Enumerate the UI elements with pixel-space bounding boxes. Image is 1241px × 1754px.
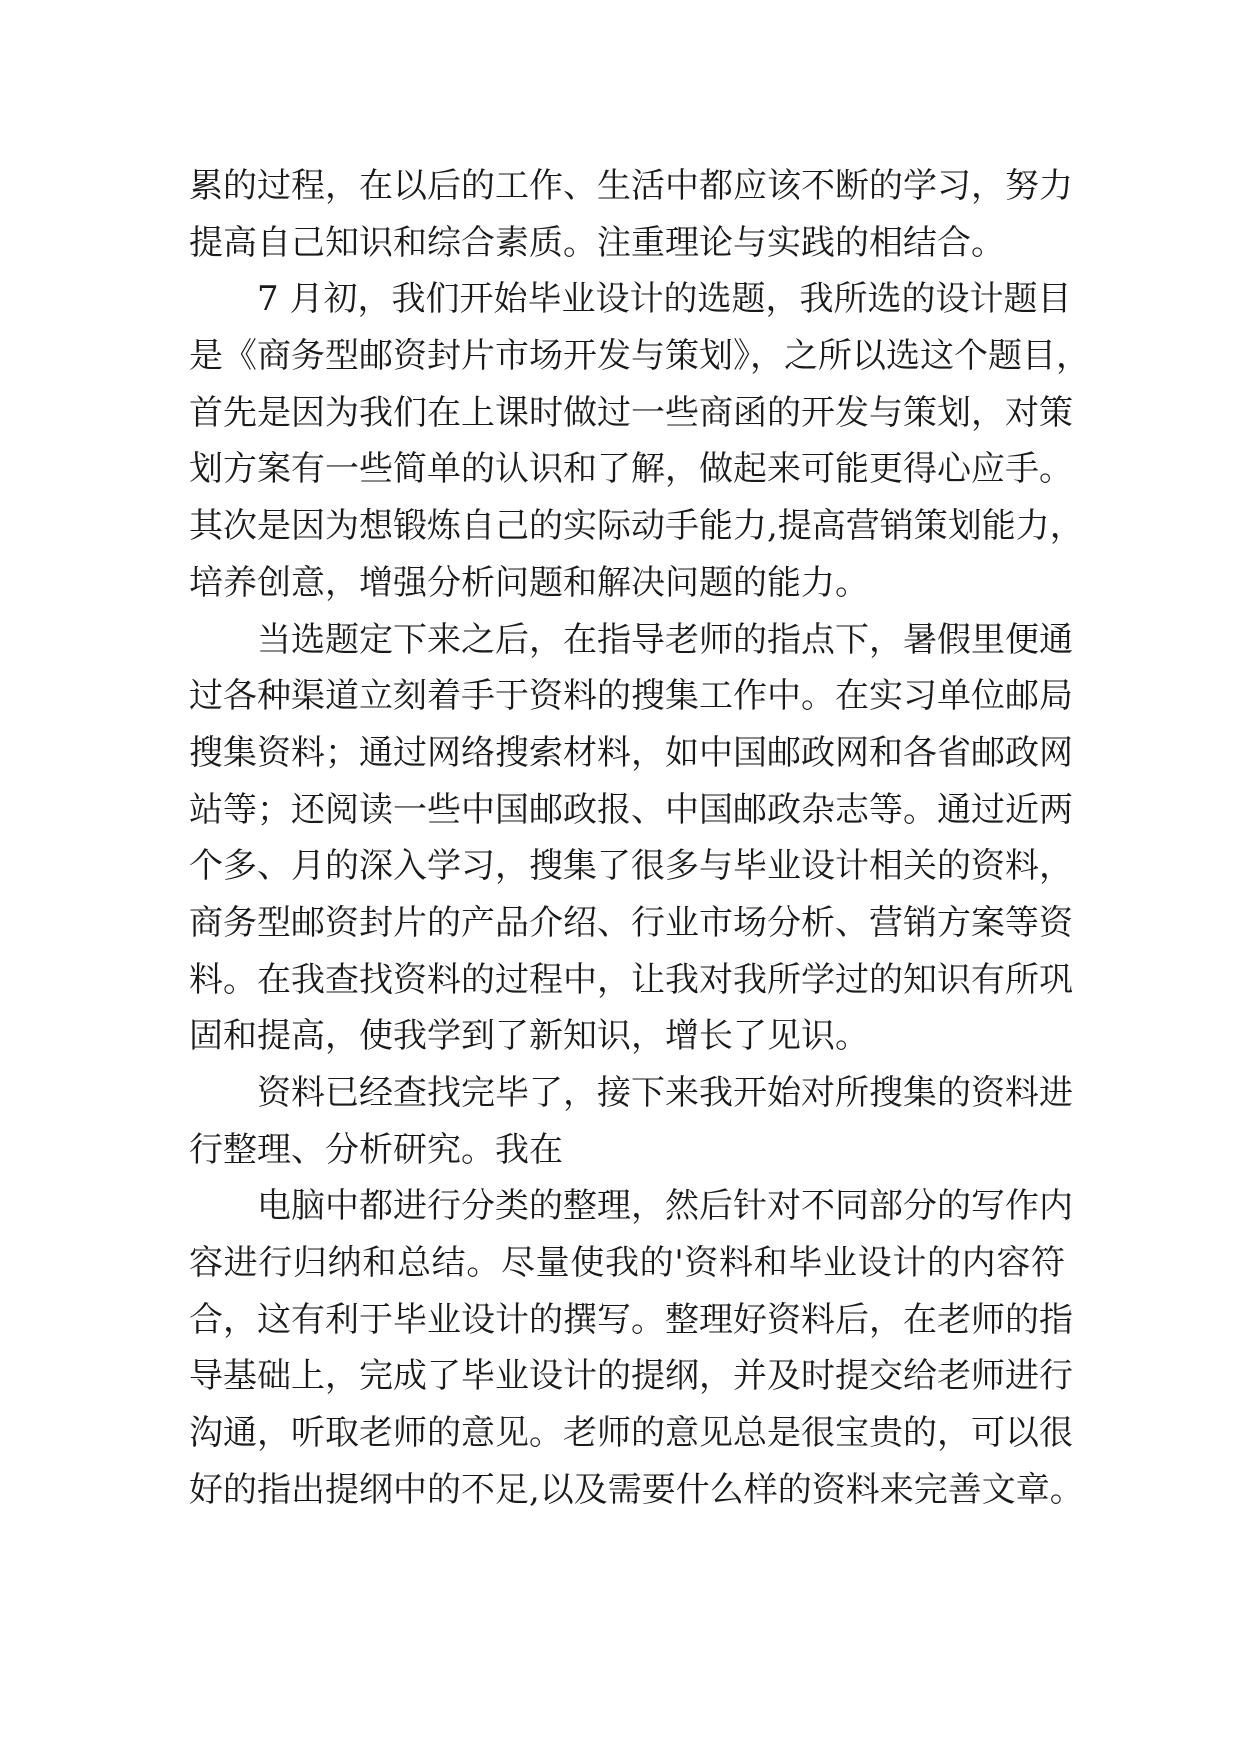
text-line: 固和提高，使我学到了新知识，增长了见识。 [189, 1016, 869, 1057]
text-line: 累的过程，在以后的工作、生活中都应该不断的学习，努力 [189, 166, 1073, 206]
text-line: 培养创意，增强分析问题和解决问题的能力。 [189, 562, 869, 603]
text-line: 7 月初，我们开始毕业设计的选题，我所选的设计题目 [257, 279, 1072, 320]
text-line: 行整理、分析研究。我在 [189, 1129, 563, 1170]
text-line: 电脑中都进行分类的整理，然后针对不同部分的写作内 [257, 1186, 1073, 1227]
text-line: 商务型邮资封片的产品介绍、行业市场分析、营销方案等资 [189, 902, 1073, 943]
text-line: 提高自己知识和综合素质。注重理论与实践的相结合。 [189, 222, 1005, 263]
text-line: 划方案有一些简单的认识和了解，做起来可能更得心应手。 [189, 449, 1073, 490]
text-line: 是《商务型邮资封片市场开发与策划》，之所以选这个题目， [189, 336, 1090, 377]
text-line: 资料已经查找完毕了，接下来我开始对所搜集的资料进 [257, 1073, 1073, 1113]
text-line: 合，这有利于毕业设计的撰写。整理好资料后，在老师的指 [189, 1299, 1073, 1340]
document-body [189, 158, 1090, 1519]
text-line: 首先是因为我们在上课时做过一些商函的开发与策划，对策 [189, 392, 1073, 433]
text-line: 搜集资料；通过网络搜索材料，如中国邮政网和各省邮政网 [189, 732, 1073, 773]
text-line: 其次是因为想锻炼自己的实际动手能力,提高营销策划能力， [189, 506, 1084, 547]
text-line: 料。在我查找资料的过程中，让我对我所学过的知识有所巩 [189, 959, 1073, 1000]
text-line: 沟通，听取老师的意见。老师的意见总是很宝贵的，可以很 [189, 1413, 1073, 1454]
text-line: 个多、月的深入学习，搜集了很多与毕业设计相关的资料， [189, 846, 1073, 887]
text-line: 站等；还阅读一些中国邮政报、中国邮政杂志等。通过近两 [189, 789, 1073, 830]
text-line: 导基础上，完成了毕业设计的提纲，并及时提交给老师进行 [189, 1356, 1073, 1397]
text-line: 过各种渠道立刻着手于资料的搜集工作中。在实习单位邮局 [189, 676, 1073, 717]
text-line: 当选题定下来之后，在指导老师的指点下，暑假里便通 [257, 619, 1073, 660]
text-line: 容进行归纳和总结。尽量使我的'资料和毕业设计的内容符 [189, 1243, 1065, 1284]
text-line: 好的指出提纲中的不足,以及需要什么样的资料来完善文章。 [189, 1469, 1084, 1510]
